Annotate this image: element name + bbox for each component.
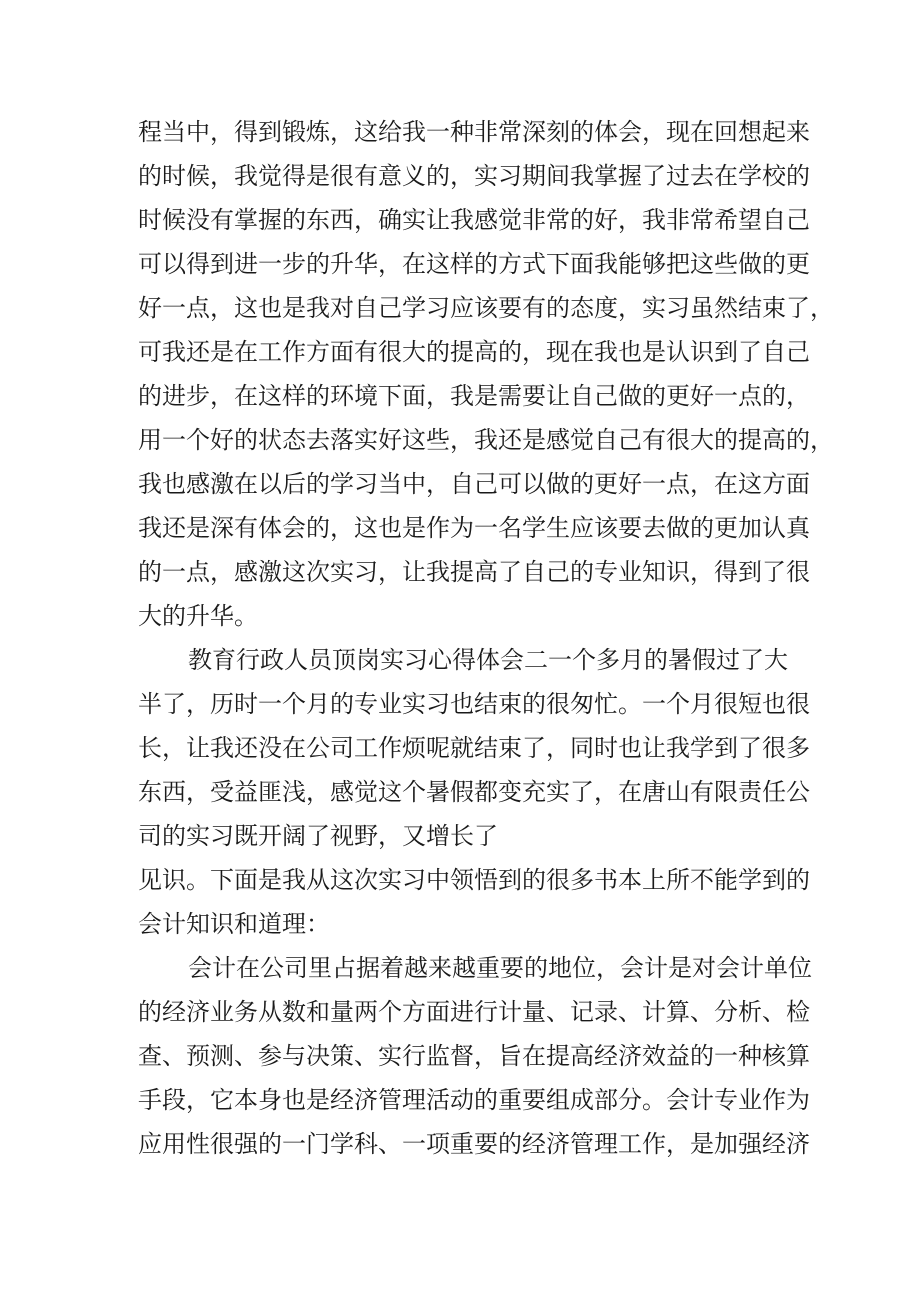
text-line: 可以得到进一步的升华，在这样的方式下面我能够把这些做的更 [138,250,810,278]
text-line: 程当中，得到锻炼，这给我一种非常深刻的体会，现在回想起来 [138,118,810,146]
text-line: 我也感激在以后的学习当中，自己可以做的更好一点，在这方面 [138,470,810,498]
text-line: 可我还是在工作方面有很大的提高的，现在我也是认识到了自己 [138,338,810,366]
text-line: 司的实习既开阔了视野，又增长了 [138,822,498,850]
text-line: 大的升华。 [138,602,258,630]
text-line: 用一个好的状态去落实好这些，我还是感觉自己有很大的提高的， [138,426,834,454]
text-line: 半了，历时一个月的专业实习也结束的很匆忙。一个月很短也很 [138,690,810,718]
text-line: 查、预测、参与决策、实行监督，旨在提高经济效益的一种核算 [138,1042,810,1070]
text-line: 会计知识和道理： [138,910,330,938]
text-line: 见识。下面是我从这次实习中领悟到的很多书本上所不能学到的 [138,866,810,894]
text-line: 好一点，这也是我对自己学习应该要有的态度，实习虽然结束了， [138,294,834,322]
paragraph-start-line: 教育行政人员顶岗实习心得体会二一个多月的暑假过了大 [188,646,788,674]
text-line: 时候没有掌握的东西，确实让我感觉非常的好，我非常希望自己 [138,206,810,234]
body-text [138,110,834,1166]
text-line: 应用性很强的一门学科、一项重要的经济管理工作，是加强经济 [138,1130,810,1158]
text-line: 长，让我还没在公司工作烦呢就结束了，同时也让我学到了很多 [138,734,810,762]
paragraph-start-line: 会计在公司里占据着越来越重要的地位，会计是对会计单位 [188,954,812,982]
text-line: 我还是深有体会的，这也是作为一名学生应该要去做的更加认真 [138,514,810,542]
text-line: 手段，它本身也是经济管理活动的重要组成部分。会计专业作为 [138,1086,810,1114]
text-line: 东西，受益匪浅，感觉这个暑假都变充实了，在唐山有限责任公 [138,778,810,806]
text-line: 的一点，感激这次实习，让我提高了自己的专业知识，得到了很 [138,558,810,586]
text-line: 的进步，在这样的环境下面，我是需要让自己做的更好一点的， [138,382,810,410]
text-line: 的时候，我觉得是很有意义的，实习期间我掌握了过去在学校的 [138,162,810,190]
text-line: 的经济业务从数和量两个方面进行计量、记录、计算、分析、检 [138,998,810,1026]
